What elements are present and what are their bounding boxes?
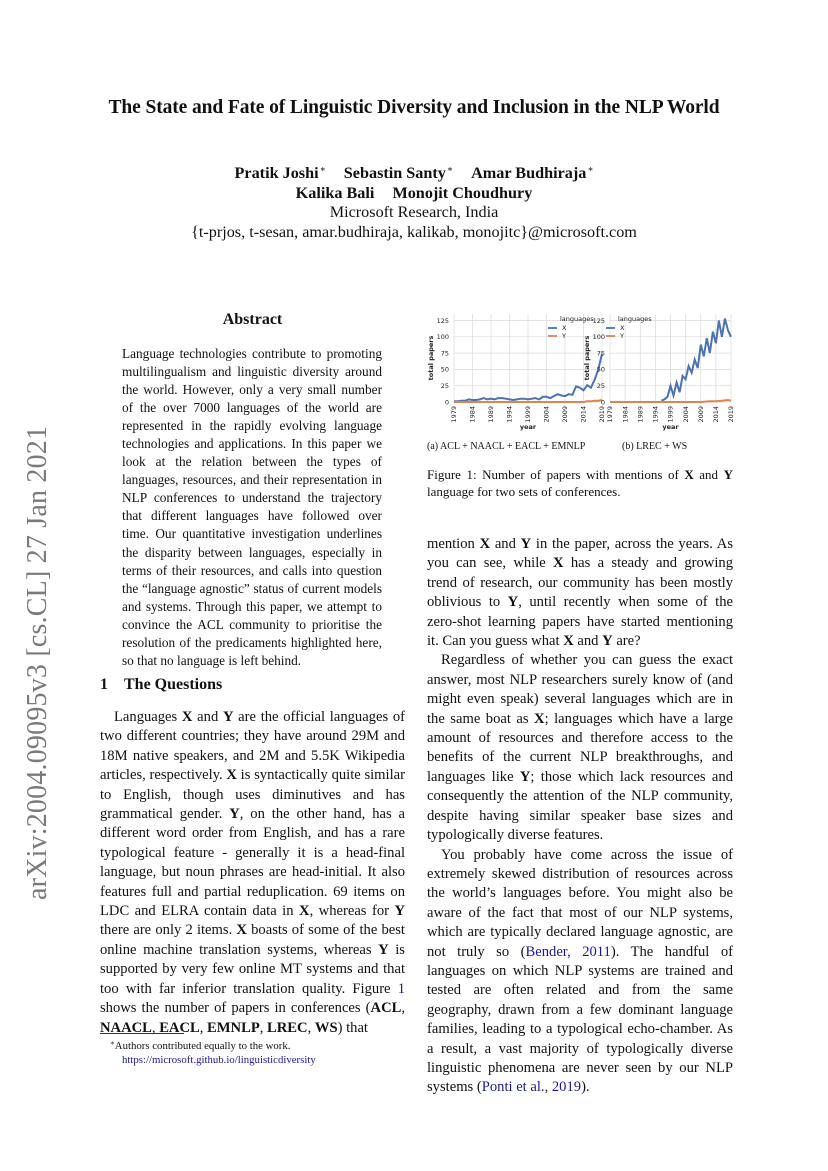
abstract-text: Language technologies contribute to promoting multilingualism and linguistic diversity around the world. However, only a very small number of the over 7000 languages of the world are represented in the rapidly evolving language technologies and applications. In this paper we look at the relation between the types of languages, resources, and their representation in NLP conferences to understand the trajectory that different languages have followed over time. Our quantitative investigation underlines the disparity between languages, especially in terms of their resources, and calls into question the “language agnostic” status of current models and systems. Through this paper, we attempt to convince the ACL community to prioritise the resolution of the predicaments highlighted here, so that no language is left behind. (122, 346, 382, 668)
section-heading (100, 676, 222, 694)
x-tick-label: 1979 (450, 406, 459, 423)
citation-link[interactable]: Ponti et al., 2019 (481, 1079, 582, 1096)
x-tick-label: 2004 (681, 406, 690, 423)
x-tick-label: 1989 (487, 406, 496, 423)
y-tick-label: 0 (444, 398, 449, 407)
subfigure-b-caption: (b) LREC + WS (622, 441, 688, 452)
y-tick-label: 100 (592, 333, 605, 342)
y-axis-label: total papers (427, 335, 435, 381)
body-left-column (100, 708, 405, 1038)
equal-contrib-mark: ∗ (587, 164, 594, 174)
paper-title: The State and Fate of Linguistic Diversity and Inclusion in the NLP World (108, 97, 720, 118)
x-tick-label: 1994 (651, 406, 660, 423)
y-tick-label: 125 (436, 316, 449, 325)
x-tick-label: 2014 (579, 406, 588, 423)
authors-line-1 (0, 160, 828, 184)
paragraph: mention X and Y in the paper, across the years. As you can see, while X has a steady and growing trend of research, our community has been mostly oblivious to Y, until recently when some of the zero-shot learning papers have started mentioning it. Can you guess what X and Y are? (427, 536, 734, 650)
paragraph: Regardless of whether you can guess the exact answer, most NLP researchers surely know of (and might even speak) several languages which are in the same boat as X; languages which have a large amount of resources and therefore access to the benefits of the current NLP breakthroughs, and languages like Y; those which lack resources and consequently the attention of the NLP community, despite having similar speaker base sizes and typologically diverse features. (427, 652, 733, 844)
y-tick-label: 25 (596, 382, 605, 391)
x-tick-label: 1984 (468, 406, 477, 423)
chart-panel (427, 314, 606, 431)
legend-entry: X (562, 324, 567, 332)
affiliation: Microsoft Research, India (329, 203, 499, 221)
footnote-rule (100, 1033, 184, 1034)
x-tick-label: 1999 (666, 406, 675, 423)
x-tick-label: 2019 (598, 406, 607, 423)
legend-title: languages (560, 315, 594, 323)
legend-title: languages (618, 315, 652, 323)
paragraph: You probably have come across the issue of extremely skewed distribution of resources across the world’s languages before. You might also be aware of the fact that most of our NLP systems, which are typically declared language agnostic, are not truly so (Bender, 2011). The handful of languages on which NLP systems are trained and tested are often related and from the same geography, drawn from a few dominant language families, leading to a typological echo-chamber. As a result, a vast majority of typologically diverse linguistic phenomena are never seen by our NLP systems (Ponti et al., 2019). (427, 846, 733, 1096)
legend-entry: Y (620, 332, 624, 340)
y-tick-label: 125 (592, 316, 605, 325)
footnote-mark: ∗ (110, 1039, 115, 1047)
y-axis-label: total papers (583, 335, 591, 381)
x-tick-label: 1999 (524, 406, 533, 423)
author-name: Monojit Choudhury (392, 183, 533, 202)
subfigure-a-caption: (a) ACL + NAACL + EACL + EMNLP (427, 441, 586, 452)
chart-panel (583, 314, 735, 431)
paragraph: Languages X and Y are the official languages of two different countries; they have around 29M and 18M native speakers, and 2M and 5.5K Wikipedia articles, respectively. X is syntactically quite similar to English, though uses diminutives and has grammatical gender. Y, on the other hand, has a different word order from English, and has a rare typological feature - generally it is a head-final language, but noun phrases are head-initial. It also features full and partial reduplication. 69 items on LDC and ELRA contain data in X, whereas for Y there are only 2 items. X boasts of some of the best online machine translation systems, whereas Y is supported by very few online MT systems and that too with far inferior translation quality. Figure 1 shows the number of papers in conferences (ACL, NAACL, EACL, EMNLP, LREC, WS) that (100, 709, 406, 1036)
y-tick-label: 25 (440, 382, 449, 391)
section-number: 1 (100, 676, 108, 693)
citation-link[interactable]: Bender, 2011 (525, 943, 611, 960)
series-line (661, 319, 731, 401)
y-tick-label: 75 (596, 349, 605, 358)
footnote (110, 1036, 316, 1067)
y-tick-label: 50 (596, 365, 605, 374)
abstract-heading: Abstract (222, 311, 283, 328)
arxiv-stamp: arXiv:2004.09095v3 [cs.CL] 27 Jan 2021 (22, 425, 53, 900)
legend-entry: Y (562, 332, 566, 340)
authors-line-2 (0, 184, 828, 204)
figure-1 (424, 306, 738, 436)
y-tick-label: 0 (600, 398, 605, 407)
author-block (0, 160, 828, 242)
body-right-column (427, 535, 733, 1098)
author-name: Sebastin Santy (343, 164, 446, 182)
x-axis-label: year (662, 423, 679, 431)
author-name: Amar Budhiraja (471, 164, 587, 182)
equal-contrib-mark: ∗ (319, 164, 326, 174)
project-url-link[interactable]: https://microsoft.github.io/linguisticdiversity (122, 1054, 316, 1066)
x-tick-label: 2019 (727, 406, 736, 423)
footnote-text: Authors contributed equally to the work. (114, 1040, 291, 1052)
x-tick-label: 1989 (636, 406, 645, 423)
x-tick-label: 1984 (621, 406, 630, 423)
y-tick-label: 50 (440, 365, 449, 374)
y-tick-label: 100 (436, 333, 449, 342)
x-tick-label: 1979 (606, 406, 615, 423)
x-tick-label: 1994 (505, 406, 514, 423)
section-title: The Questions (124, 676, 223, 693)
x-tick-label: 2009 (561, 406, 570, 423)
figure-caption: Figure 1: Number of papers with mentions of X and Y language for two sets of conferences. (427, 467, 733, 499)
author-name: Kalika Bali (295, 183, 375, 202)
x-tick-label: 2009 (696, 406, 705, 423)
y-tick-label: 75 (440, 349, 449, 358)
legend-entry: X (620, 324, 625, 332)
figure-ref-link[interactable]: 1 (397, 980, 405, 997)
x-axis-label: year (519, 423, 537, 431)
equal-contrib-mark: ∗ (446, 164, 454, 174)
x-tick-label: 2014 (712, 406, 721, 423)
author-emails: {t-prjos, t-sesan, amar.budhiraja, kalikab, monojitc}@microsoft.com (191, 222, 637, 241)
x-tick-label: 2004 (542, 406, 551, 423)
author-name: Pratik Joshi (234, 164, 319, 182)
